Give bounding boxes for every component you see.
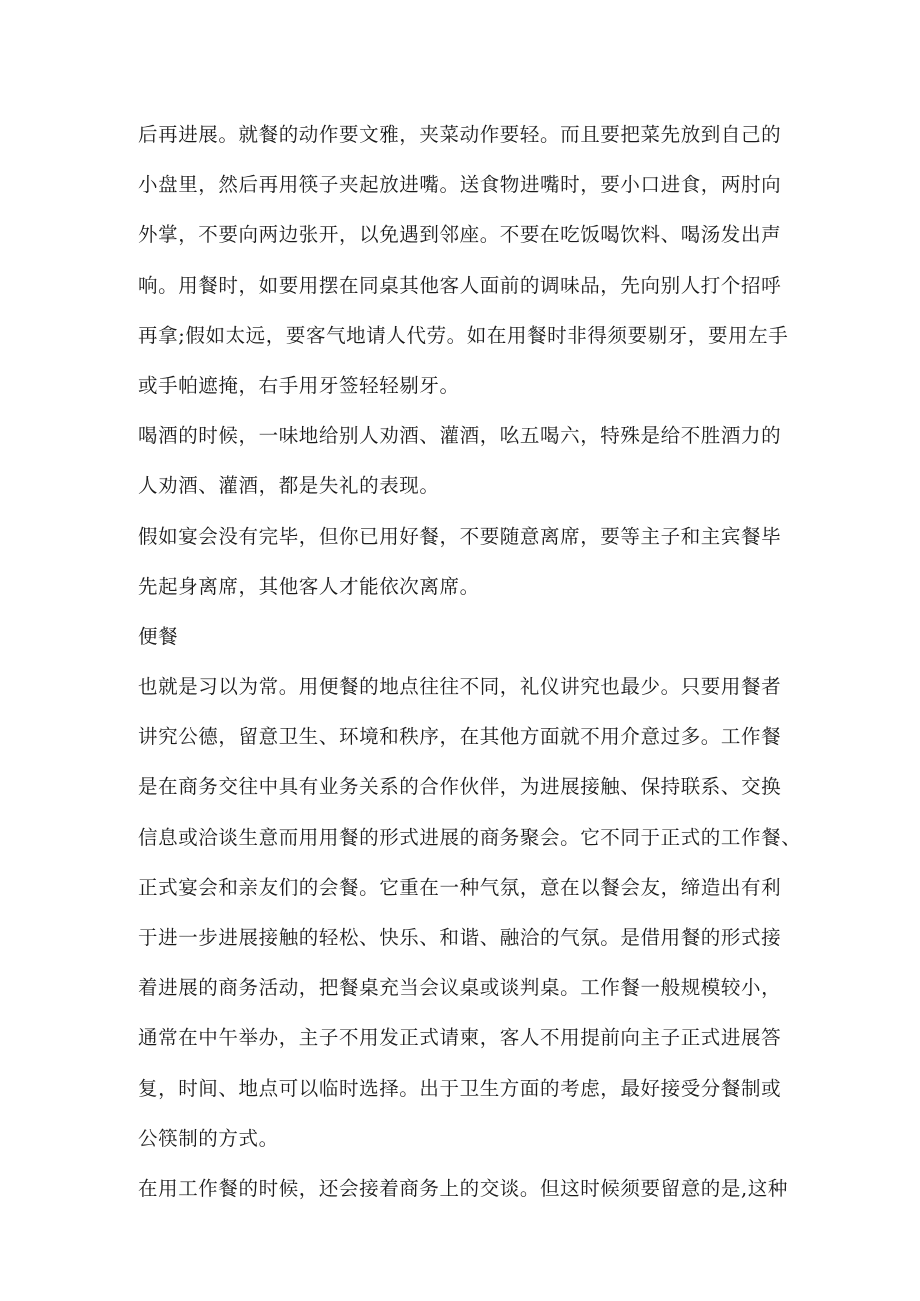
text-line: 或手帕遮掩，右手用牙签轻轻剔牙。: [138, 373, 460, 397]
text-line: 响。用餐时，如要用摆在同桌其他客人面前的调味品，先向别人打个招呼: [138, 273, 782, 297]
text-line: 也就是习以为常。用便餐的地点往往不同，礼仪讲究也最少。只要用餐者: [138, 675, 782, 699]
body-text: [138, 110, 802, 1214]
text-line: 后再进展。就餐的动作要文雅，夹菜动作要轻。而且要把菜先放到自己的: [138, 123, 782, 146]
text-line: 小盘里，然后再用筷子夹起放进嘴。送食物进嘴时，要小口进食，两肘向: [138, 173, 782, 197]
text-line: 正式宴会和亲友们的会餐。它重在一种气氛，意在以餐会友，缔造出有利: [138, 875, 782, 899]
text-line: 在用工作餐的时候，还会接着商务上的交谈。但这时候须要留意的是,这种: [138, 1176, 788, 1200]
text-line: 再拿;假如太远，要客气地请人代劳。如在用餐时非得须要剔牙，要用左手: [138, 323, 789, 347]
text-line: 先起身离席，其他客人才能依次离席。: [138, 574, 480, 598]
text-line: 讲究公德，留意卫生、环境和秩序，在其他方面就不用介意过多。工作餐: [138, 725, 782, 749]
section-heading: 便餐: [138, 624, 179, 648]
text-line: 通常在中午举办，主子不用发正式请柬，客人不用提前向主子正式进展答: [138, 1026, 782, 1050]
text-line: 着进展的商务活动，把餐桌充当会议桌或谈判桌。工作餐一般规模较小，: [138, 976, 782, 1000]
text-line: 于进一步进展接触的轻松、快乐、和谐、融洽的气氛。是借用餐的形式接: [138, 926, 782, 949]
text-line: 信息或洽谈生意而用用餐的形式进展的商务聚会。它不同于正式的工作餐、: [138, 825, 802, 849]
text-line: 复，时间、地点可以临时选择。出于卫生方面的考虑，最好接受分餐制或: [138, 1076, 782, 1100]
text-line: 喝酒的时候，一味地给别人劝酒、灌酒，吆五喝六，特殊是给不胜酒力的: [138, 424, 782, 448]
text-line: 人劝酒、灌酒，都是失礼的表现。: [138, 474, 440, 498]
text-line: 是在商务交往中具有业务关系的合作伙伴，为进展接触、保持联系、交换: [138, 775, 782, 799]
text-line: 外掌，不要向两边张开，以免遇到邻座。不要在吃饭喝饮料、喝汤发出声: [138, 223, 782, 247]
text-line: 公筷制的方式。: [138, 1126, 279, 1150]
text-line: 假如宴会没有完毕，但你已用好餐，不要随意离席，要等主子和主宾餐毕: [138, 524, 782, 548]
